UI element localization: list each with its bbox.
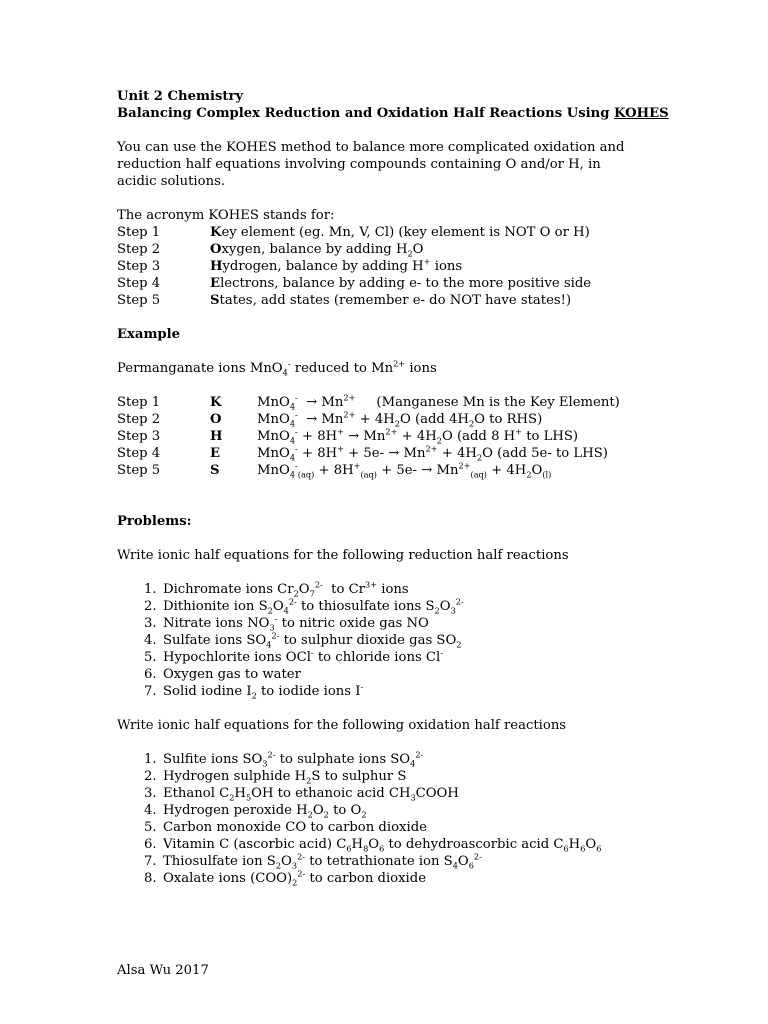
unit-heading: Unit 2 Chemistry — [117, 89, 244, 104]
reduction-list — [117, 581, 727, 700]
list-item: 3. Ethanol $C_2H_5OH$ to ethanoic acid $CH_3COOH$ — [144, 786, 459, 803]
list-item: 1. Sulfite ions $SO_3^{2-}$ to sulphate ions $SO_4^{2-}$ — [144, 749, 424, 769]
kohes-step-4: Step 4 Electrons, balance by adding e- to the more positive side — [117, 276, 592, 291]
example-step-1: Step 1 K $MnO_4^- \to Mn^{2+}$ (Manganese Mn is the Key Element) — [117, 392, 620, 412]
list-item: 3. Nitrate ions $NO_3^-$ to nitric oxide gas NO — [144, 613, 429, 633]
list-item: 4. Hydrogen peroxide $H_2O_2$ to $O_2$ — [144, 803, 367, 820]
oxidation-list — [117, 751, 727, 887]
example-step-2: Step 2 O $MnO_4^- \to Mn^{2+} + 4H_2O$ (add $4H_2O$ to RHS) — [117, 409, 543, 429]
kohes-step-5: Step 5 States, add states (remember e- do NOT have states!) — [117, 293, 572, 308]
list-item: 2. Dithionite ion $S_2O_4^{2-}$ to thiosulfate ions $S_2O_3^{2-}$ — [144, 596, 464, 616]
list-item: 5. Hypochlorite ions OCl- to chloride ions Cl- — [144, 647, 443, 665]
kohes-underline: KOHES — [614, 106, 669, 121]
list-item: 6. Vitamin C (ascorbic acid) $C_6H_8O_6$ to dehydroascorbic acid $C_6H_6O_6$ — [144, 837, 602, 854]
list-item: 4. Sulfate ions $SO_4^{2-}$ to sulphur dioxide gas $SO_2$ — [144, 630, 462, 650]
example-step-5: Step 5 S $MnO_4^-_{(aq)} + 8H^+_{(aq)} + 5e- \to Mn^{2+}_{(aq)} + 4H_2O_{(l)}$ — [117, 460, 552, 480]
problems-heading: Problems: — [117, 514, 192, 529]
oxidation-intro: Write ionic half equations for the following oxidation half reactions — [117, 718, 567, 733]
document-title: Balancing Complex Reduction and Oxidation Half Reactions Using KOHES — [117, 106, 669, 121]
list-item: 6. Oxygen gas to water — [144, 667, 301, 682]
permanganate-line: Permanganate ions MnO$_4$- reduced to $Mn^{2+}$ ions — [117, 358, 437, 378]
list-item: 5. Carbon monoxide CO to carbon dioxide — [144, 820, 427, 835]
list-item: 8. Oxalate ions $(COO)_2^{2-}$ to carbon dioxide — [144, 868, 427, 888]
kohes-step-1: Step 1 Key element (eg. Mn, V, Cl) (key element is NOT O or H) — [117, 225, 590, 240]
reduction-intro: Write ionic half equations for the following reduction half reactions — [117, 548, 569, 563]
document-page — [117, 88, 727, 887]
example-step-4: Step 4 E $MnO_4^- + 8H^+ + 5e- \to Mn^{2+} + 4H_2O$ (add 5e- to LHS) — [117, 443, 608, 463]
list-item: 7. Solid iodine $I_2$ to iodide ions I- — [144, 681, 364, 701]
intro-paragraph: You can use the KOHES method to balance more complicated oxidation and reduction half equations involving compounds containing O and/or H, in acidic solutions. — [117, 140, 625, 189]
kohes-step-2: Step 2 Oxygen, balance by adding $H_2O$ — [117, 242, 424, 259]
list-item: 2. Hydrogen sulphide $H_2S$ to sulphur S — [144, 769, 407, 786]
list-item: 1. Dichromate ions $Cr_2O_7^{2-}$ to $Cr^{3+}$ ions — [144, 579, 409, 599]
footer-author: Alsa Wu 2017 — [117, 963, 209, 978]
kohes-step-3: Step 3 Hydrogen, balance by adding H+ ions — [117, 256, 463, 274]
acronym-heading: The acronym KOHES stands for: — [117, 208, 335, 223]
example-step-3: Step 3 H $MnO_4^- + 8H^+ \to Mn^{2+} + 4H_2O$ (add 8 H+ to LHS) — [117, 426, 579, 446]
example-heading: Example — [117, 327, 181, 342]
list-item: 7. Thiosulfate ion $S_2O_3^{2-}$ to tetrathionate ion $S_4O_6^{2-}$ — [144, 851, 482, 871]
